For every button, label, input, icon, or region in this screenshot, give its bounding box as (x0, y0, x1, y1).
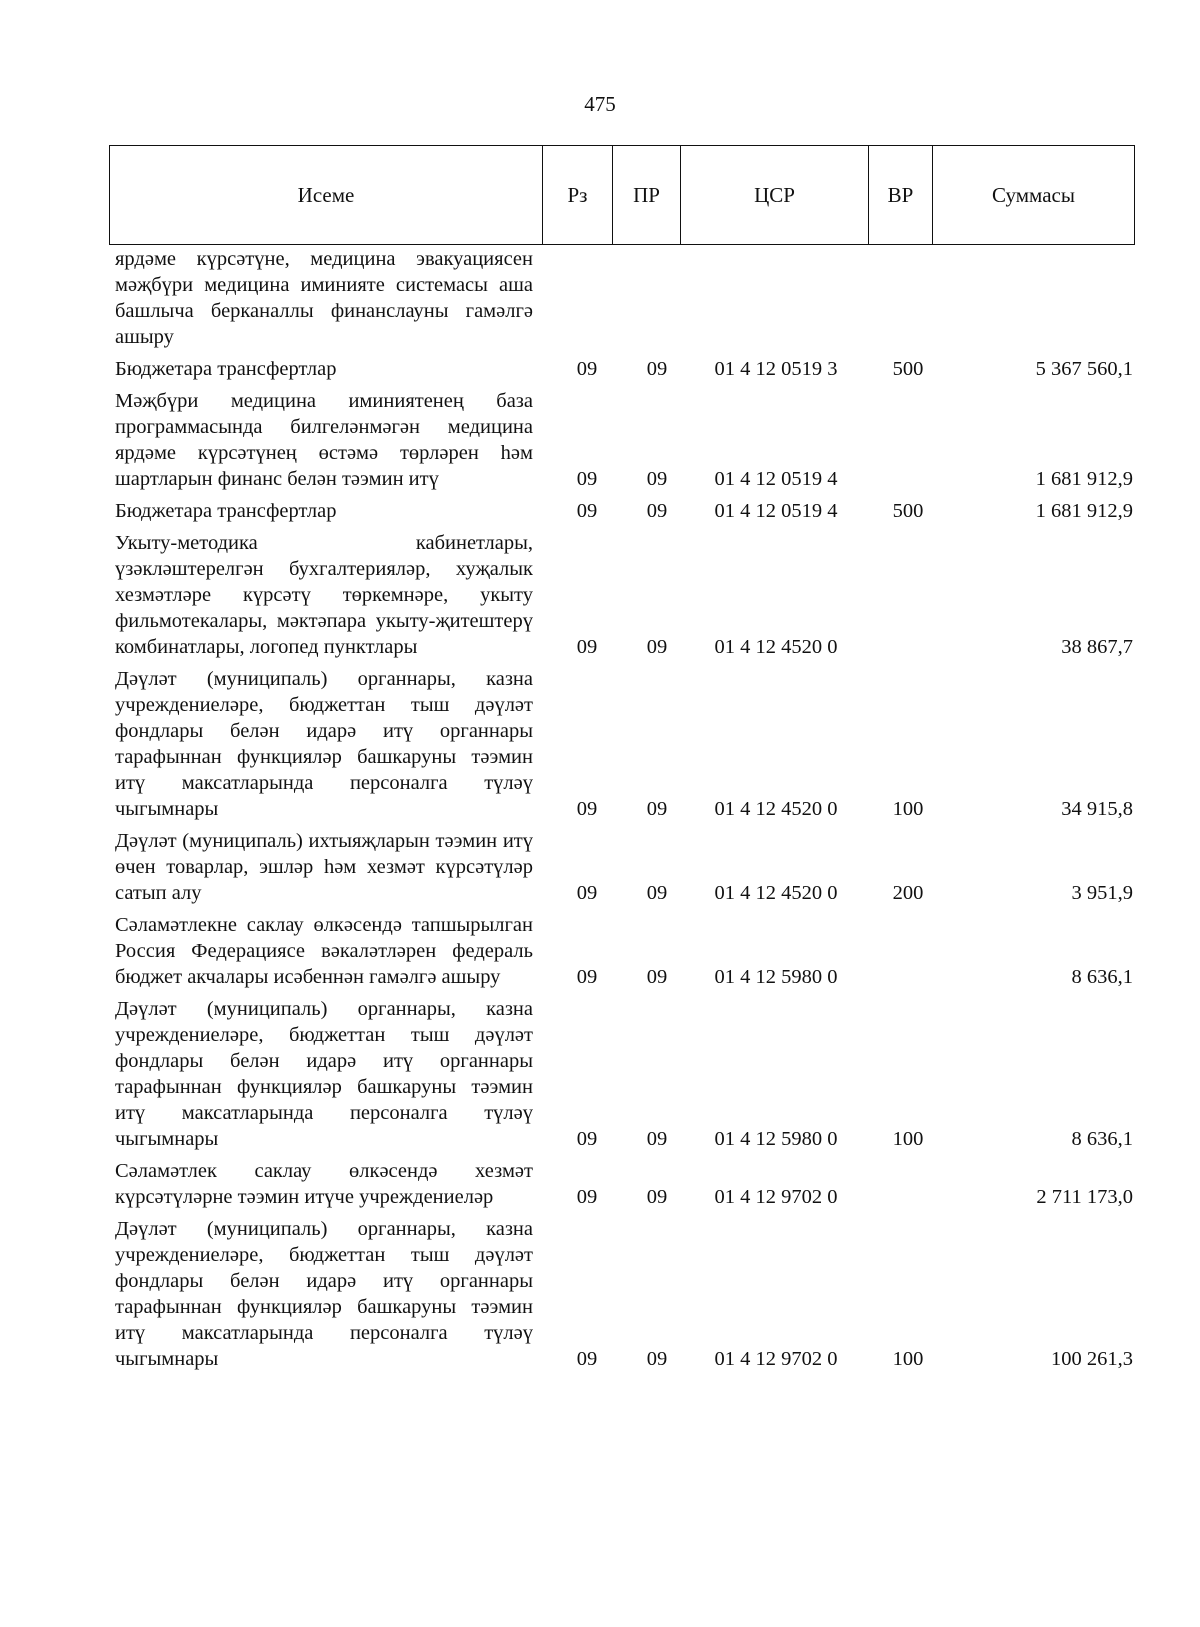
row-sum: 1 681 912,9 (1035, 468, 1133, 490)
row-vr: 200 (892, 882, 924, 904)
header-csr: ЦСР (681, 146, 869, 244)
row-rz: 09 (576, 882, 598, 904)
row-pr: 09 (646, 1348, 668, 1370)
row-csr: 01 4 12 0519 3 (714, 358, 838, 380)
row-name: Дәүләт (муниципаль) органнары, казна учреждениеләре, бюджеттан тыш дәүләт фондлары белән идарә итү органнары тарафыннан функцияләр башкаруны тәэмин итү максатларында персоналга түләү чыгымнары (115, 1218, 533, 1370)
row-csr: 01 4 12 9702 0 (714, 1348, 838, 1370)
table-row (115, 1158, 1135, 1210)
row-name: Сәламәтлекне саклау өлкәсендә тапшырылган Россия Федерациясе вәкаләтләрен федераль бюджет акчалары исәбеннән гамәлгә ашыру (115, 914, 533, 988)
header-pr: ПР (613, 146, 681, 244)
row-pr: 09 (646, 1128, 668, 1150)
row-csr: 01 4 12 9702 0 (714, 1186, 838, 1208)
row-csr: 01 4 12 0519 4 (714, 468, 838, 490)
table-row (115, 246, 1135, 350)
row-sum: 5 367 560,1 (1035, 358, 1133, 380)
row-vr: 500 (892, 500, 924, 522)
row-rz: 09 (576, 966, 598, 988)
table-row (115, 912, 1135, 990)
header-name: Исеме (110, 146, 543, 244)
row-rz: 09 (576, 358, 598, 380)
row-pr: 09 (646, 358, 668, 380)
table-header (109, 145, 1135, 245)
row-rz: 09 (576, 1186, 598, 1208)
row-sum: 8 636,1 (1071, 966, 1133, 988)
table-row (115, 996, 1135, 1152)
row-sum: 38 867,7 (1061, 636, 1133, 658)
row-pr: 09 (646, 798, 668, 820)
row-name: Дәүләт (муниципаль) ихтыяҗларын тәэмин итү өчен товарлар, эшләр һәм хезмәт күрсәтүләр сатып алу (115, 830, 533, 904)
row-vr: 100 (892, 1128, 924, 1150)
table-body (115, 246, 1135, 1378)
row-csr: 01 4 12 4520 0 (714, 798, 838, 820)
row-rz: 09 (576, 798, 598, 820)
row-csr: 01 4 12 5980 0 (714, 1128, 838, 1150)
row-rz: 09 (576, 500, 598, 522)
row-sum: 100 261,3 (1051, 1348, 1133, 1370)
row-sum: 3 951,9 (1071, 882, 1133, 904)
row-sum: 34 915,8 (1061, 798, 1133, 820)
row-vr: 100 (892, 1348, 924, 1370)
row-pr: 09 (646, 500, 668, 522)
row-sum: 8 636,1 (1071, 1128, 1133, 1150)
row-name: ярдәме күрсәтүне, медицина эвакуациясен мәҗбүри медицина иминияте системасы аша башлыча берканаллы финанслауны гамәлгә ашыру (115, 248, 533, 348)
row-sum: 2 711 173,0 (1036, 1186, 1133, 1208)
row-name: Сәламәтлек саклау өлкәсендә хезмәт күрсәтүләрне тәэмин итүче учреждениеләр (115, 1160, 533, 1208)
row-name: Бюджетара трансфертлар (115, 358, 337, 380)
table-row (115, 1216, 1135, 1372)
row-vr: 100 (892, 798, 924, 820)
row-rz: 09 (576, 636, 598, 658)
row-sum: 1 681 912,9 (1035, 500, 1133, 522)
row-pr: 09 (646, 882, 668, 904)
table-row (115, 530, 1135, 660)
header-sum: Суммасы (992, 182, 1075, 207)
table-row (115, 356, 1135, 382)
row-pr: 09 (646, 966, 668, 988)
row-name: Укыту-методика кабинетлары, үзәкләштерелгән бухгалтерияләр, хуҗалык хезмәтләре күрсәтү төркемнәре, укыту фильмотекалары, мәктәпара укыту-җитештерү комбинатлары, логопед пунктлары (115, 532, 533, 658)
row-pr: 09 (646, 636, 668, 658)
row-rz: 09 (576, 468, 598, 490)
row-name: Мәҗбүри медицина иминиятенең база программасында билгеләнмәгән медицина ярдәме күрсәтүнең өстәмә төрләрен һәм шартларын финанс белән тәэмин итү (115, 390, 533, 490)
row-csr: 01 4 12 5980 0 (714, 966, 838, 988)
row-rz: 09 (576, 1348, 598, 1370)
table-row (115, 388, 1135, 492)
row-pr: 09 (646, 468, 668, 490)
row-pr: 09 (646, 1186, 668, 1208)
row-name: Дәүләт (муниципаль) органнары, казна учреждениеләре, бюджеттан тыш дәүләт фондлары белән идарә итү органнары тарафыннан функцияләр башкаруны тәэмин итү максатларында персоналга түләү чыгымнары (115, 998, 533, 1150)
row-name: Бюджетара трансфертлар (115, 500, 337, 522)
page-number: 475 (584, 92, 616, 116)
row-name: Дәүләт (муниципаль) органнары, казна учреждениеләре, бюджеттан тыш дәүләт фондлары белән идарә итү органнары тарафыннан функцияләр башкаруны тәэмин итү максатларында персоналга түләү чыгымнары (115, 668, 533, 820)
row-rz: 09 (576, 1128, 598, 1150)
header-vr: ВР (869, 146, 933, 244)
table-row (115, 828, 1135, 906)
row-csr: 01 4 12 0519 4 (714, 500, 838, 522)
header-rz: Рз (543, 146, 613, 244)
row-csr: 01 4 12 4520 0 (714, 636, 838, 658)
row-csr: 01 4 12 4520 0 (714, 882, 838, 904)
table-row (115, 498, 1135, 524)
table-row (115, 666, 1135, 822)
row-vr: 500 (892, 358, 924, 380)
